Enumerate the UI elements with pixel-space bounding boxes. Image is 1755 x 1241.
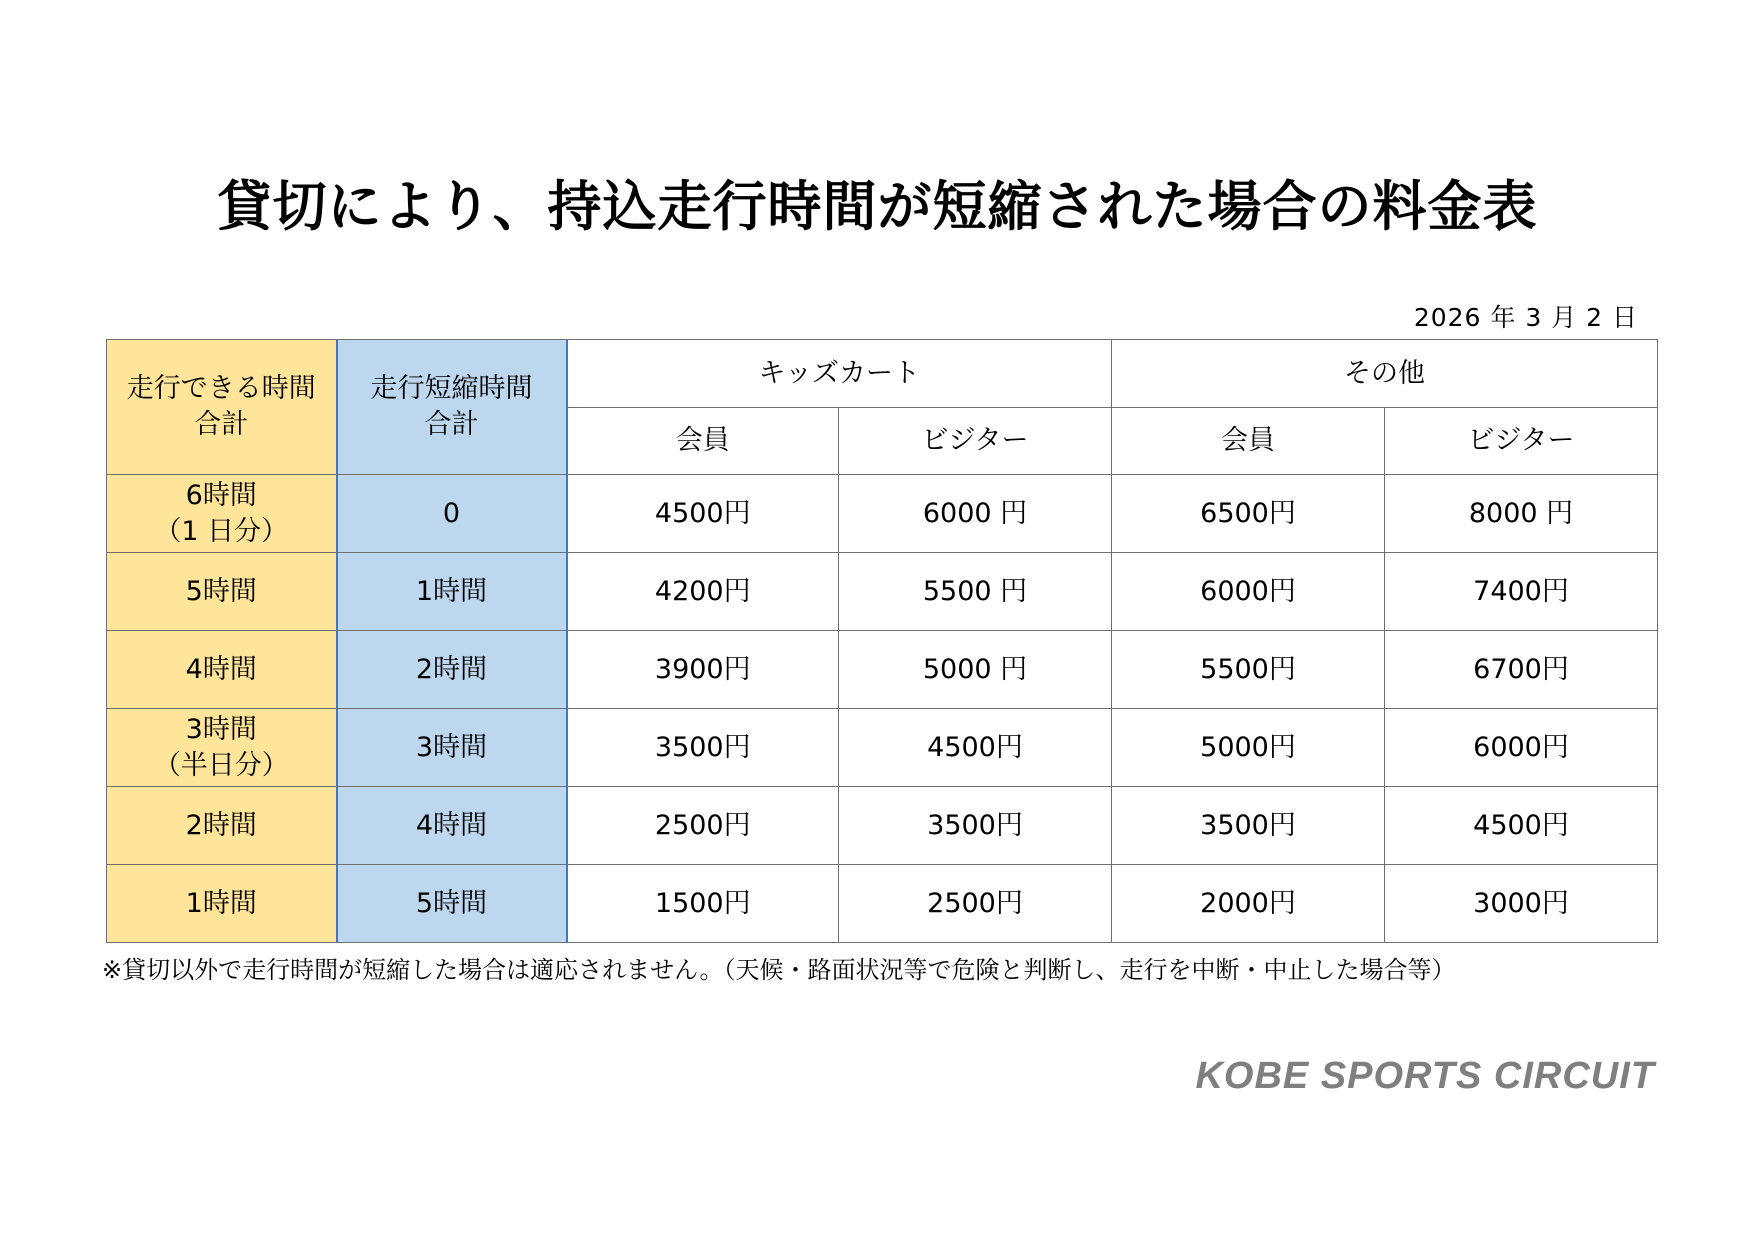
table-row	[107, 709, 1658, 787]
cell-total-time-line1: 6時間	[185, 479, 257, 511]
cell-total-time	[107, 787, 337, 865]
footnote: ※貸切以外で走行時間が短縮した場合は適応されません。（天候・路面状況等で危険と判断し、走行を中断・中止した場合等）	[102, 956, 1456, 984]
cell-other-visitor: 4500円	[1385, 787, 1658, 865]
cell-kids-member: 4500円	[567, 475, 839, 553]
cell-shortened: 0	[337, 475, 567, 553]
cell-shortened: 3時間	[337, 709, 567, 787]
cell-other-visitor: 3000円	[1385, 865, 1658, 943]
cell-kids-visitor: 5000 円	[839, 631, 1112, 709]
cell-total-time-line2: （半日分）	[153, 749, 289, 781]
cell-total-time	[107, 475, 337, 553]
table-row	[107, 865, 1658, 943]
date-label: 2026 年 3 月 2 日	[1413, 303, 1638, 332]
cell-total-time-line1: 4時間	[185, 653, 257, 685]
header-kids-member: 会員	[567, 408, 839, 475]
cell-total-time-line2: （1 日分）	[154, 515, 289, 547]
cell-kids-member: 4200円	[567, 553, 839, 631]
cell-other-member: 3500円	[1112, 787, 1385, 865]
header-total-time	[107, 340, 337, 475]
table-row	[107, 553, 1658, 631]
cell-other-member: 5500円	[1112, 631, 1385, 709]
cell-other-visitor: 6000円	[1385, 709, 1658, 787]
header-total-time-line1: 走行できる時間	[126, 373, 316, 404]
cell-total-time-line1: 2時間	[185, 809, 257, 841]
cell-kids-member: 2500円	[567, 787, 839, 865]
cell-total-time-line1: 3時間	[185, 713, 257, 745]
fee-table	[106, 339, 1658, 943]
cell-kids-member: 3900円	[567, 631, 839, 709]
cell-other-member: 6000円	[1112, 553, 1385, 631]
cell-total-time-line1: 5時間	[185, 575, 257, 607]
header-shortened-line2: 合計	[424, 409, 479, 440]
header-kids-visitor: ビジター	[839, 408, 1112, 475]
cell-other-visitor: 8000 円	[1385, 475, 1658, 553]
cell-other-member: 6500円	[1112, 475, 1385, 553]
header-other-visitor: ビジター	[1385, 408, 1658, 475]
cell-shortened: 1時間	[337, 553, 567, 631]
cell-kids-visitor: 5500 円	[839, 553, 1112, 631]
cell-kids-visitor: 4500円	[839, 709, 1112, 787]
header-group-other: その他	[1112, 340, 1658, 408]
cell-total-time	[107, 631, 337, 709]
cell-shortened: 5時間	[337, 865, 567, 943]
header-total-time-line2: 合計	[194, 409, 249, 440]
cell-kids-visitor: 2500円	[839, 865, 1112, 943]
brand-logo-text: KOBE SPORTS CIRCUIT	[1195, 1055, 1655, 1097]
cell-other-member: 2000円	[1112, 865, 1385, 943]
header-shortened-line1: 走行短縮時間	[370, 373, 533, 404]
header-shortened-time	[337, 340, 567, 475]
cell-total-time	[107, 709, 337, 787]
cell-kids-visitor: 3500円	[839, 787, 1112, 865]
cell-total-time-line1: 1時間	[185, 887, 257, 919]
cell-kids-member: 3500円	[567, 709, 839, 787]
cell-shortened: 4時間	[337, 787, 567, 865]
cell-total-time	[107, 865, 337, 943]
cell-other-visitor: 7400円	[1385, 553, 1658, 631]
cell-kids-member: 1500円	[567, 865, 839, 943]
table-row	[107, 631, 1658, 709]
cell-other-member: 5000円	[1112, 709, 1385, 787]
header-group-kids: キッズカート	[567, 340, 1112, 408]
cell-total-time	[107, 553, 337, 631]
header-other-member: 会員	[1112, 408, 1385, 475]
table-row	[107, 475, 1658, 553]
cell-kids-visitor: 6000 円	[839, 475, 1112, 553]
page-title: 貸切により、持込走行時間が短縮された場合の料金表	[217, 175, 1538, 238]
cell-shortened: 2時間	[337, 631, 567, 709]
cell-other-visitor: 6700円	[1385, 631, 1658, 709]
table-row	[107, 787, 1658, 865]
